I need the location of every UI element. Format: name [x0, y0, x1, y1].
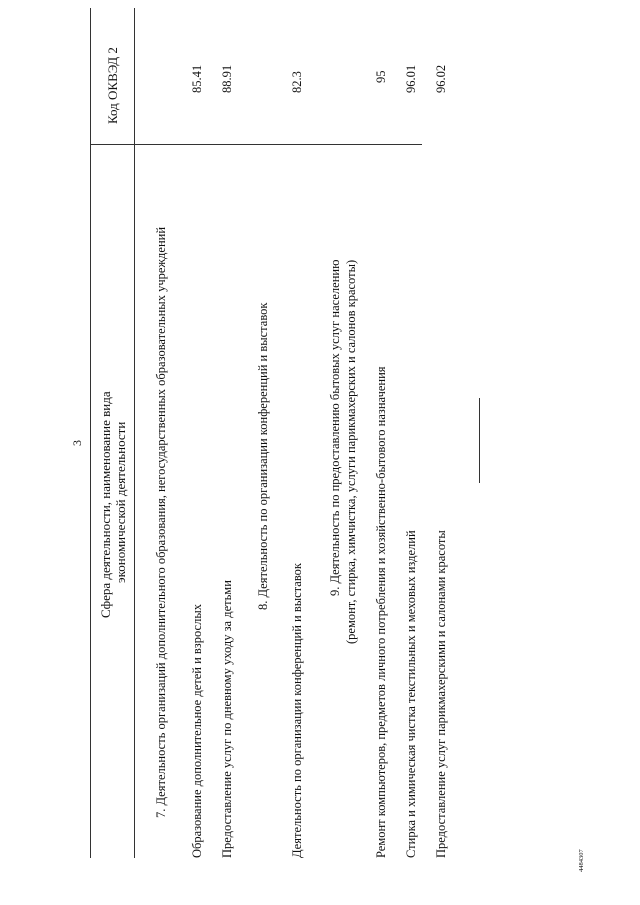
table-row-code: 85.41: [190, 64, 204, 93]
end-rule: [479, 398, 480, 483]
section-title-9: 9. Деятельность по предоставлению бытовых услуг населению: [328, 259, 342, 596]
table-row-name: Образование дополнительное детей и взрослых: [190, 604, 204, 858]
table-row-code: 96.02: [434, 64, 448, 93]
table-top-border: [90, 8, 91, 858]
header-bottom-border: [134, 8, 135, 858]
document-id: 4484307: [578, 849, 585, 872]
page-number: 3: [70, 440, 84, 446]
header-activity-line1: Сфера деятельности, наименование вида: [98, 391, 113, 618]
section-subtitle-9: (ремонт, стирка, химчистка, услуги парикмахерских и салонов красоты): [344, 259, 358, 644]
table-row-code: 82.3: [290, 71, 304, 93]
section-title-8: 8. Деятельность по организации конференций и выставок: [256, 302, 270, 610]
rotated-page: [62, 8, 448, 858]
table-row-code: 95: [374, 70, 388, 83]
header-code: Код ОКВЭД 2: [105, 47, 120, 124]
table-row-name: Предоставление услуг парикмахерскими и салонами красоты: [434, 530, 448, 858]
table-row-name: Стирка и химическая чистка текстильных и меховых изделий: [404, 530, 418, 858]
table-row-code: 96.01: [404, 64, 418, 93]
code-column-divider: [90, 144, 422, 145]
table-row-name: Деятельность по организации конференций и выставок: [290, 563, 304, 858]
table-row-name: Предоставление услуг по дневному уходу за детьми: [220, 580, 234, 858]
header-activity-line2: экономической деятельности: [113, 421, 128, 583]
section-title-7: 7. Деятельность организаций дополнительного образования, негосударственных образовательных учреждений: [154, 226, 168, 818]
table-row-name: Ремонт компьютеров, предметов личного потребления и хозяйственно-бытового назначения: [374, 366, 388, 858]
table-row-code: 88.91: [220, 64, 234, 93]
